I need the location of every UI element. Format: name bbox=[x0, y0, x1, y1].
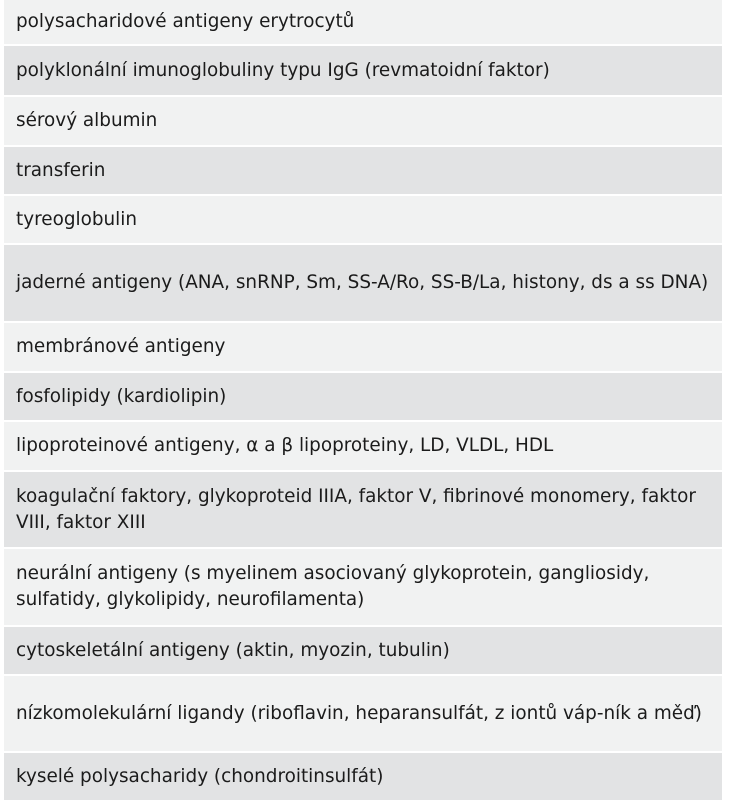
row-text: koagulační faktory, glykoproteid IIIA, faktor V, fibrinové monomery, faktor VIII, faktor XIII bbox=[16, 485, 696, 533]
row-text: jaderné antigeny (ANA, snRNP, Sm, SS-A/Ro, SS-B/La, histony, ds a ss DNA) bbox=[16, 272, 709, 293]
table-row bbox=[4, 44, 722, 95]
row-text: transferin bbox=[16, 159, 106, 181]
row-text: sérový albumin bbox=[16, 110, 158, 131]
row-text: polyklonální imunoglobuliny typu IgG (revmatoidní faktor) bbox=[16, 59, 550, 81]
table-row bbox=[4, 547, 722, 625]
table-row bbox=[4, 243, 722, 321]
table-row bbox=[4, 0, 722, 44]
table-row bbox=[4, 625, 722, 674]
table-row bbox=[4, 95, 722, 145]
row-text: cytoskeletální antigeny (aktin, myozin, tubulin) bbox=[16, 639, 450, 661]
row-text: fosfolipidy (kardiolipin) bbox=[16, 385, 227, 407]
table-row bbox=[4, 420, 722, 470]
table-row bbox=[4, 371, 722, 420]
row-text: tyreoglobulin bbox=[16, 208, 138, 230]
antigen-table bbox=[4, 0, 722, 800]
table-row bbox=[4, 194, 722, 243]
table-row bbox=[4, 321, 722, 371]
row-text: polysacharidové antigeny erytrocytů bbox=[16, 11, 355, 32]
row-text: kyselé polysacharidy (chondroitinsulfát) bbox=[16, 765, 384, 787]
table-row bbox=[4, 145, 722, 194]
table-row bbox=[4, 751, 722, 800]
row-text: lipoproteinové antigeny, α a β lipoproteiny, LD, VLDL, HDL bbox=[16, 435, 554, 456]
row-text: membránové antigeny bbox=[16, 336, 226, 357]
row-text: neurální antigeny (s myelinem asociovaný glykoprotein, gangliosidy, sulfatidy, glykolipidy, neurofilamenta) bbox=[16, 563, 650, 610]
table-row bbox=[4, 470, 722, 547]
row-text: nízkomolekulární ligandy (riboflavin, heparansulfát, z iontů váp-ník a měď) bbox=[16, 702, 702, 724]
table-row bbox=[4, 674, 722, 751]
